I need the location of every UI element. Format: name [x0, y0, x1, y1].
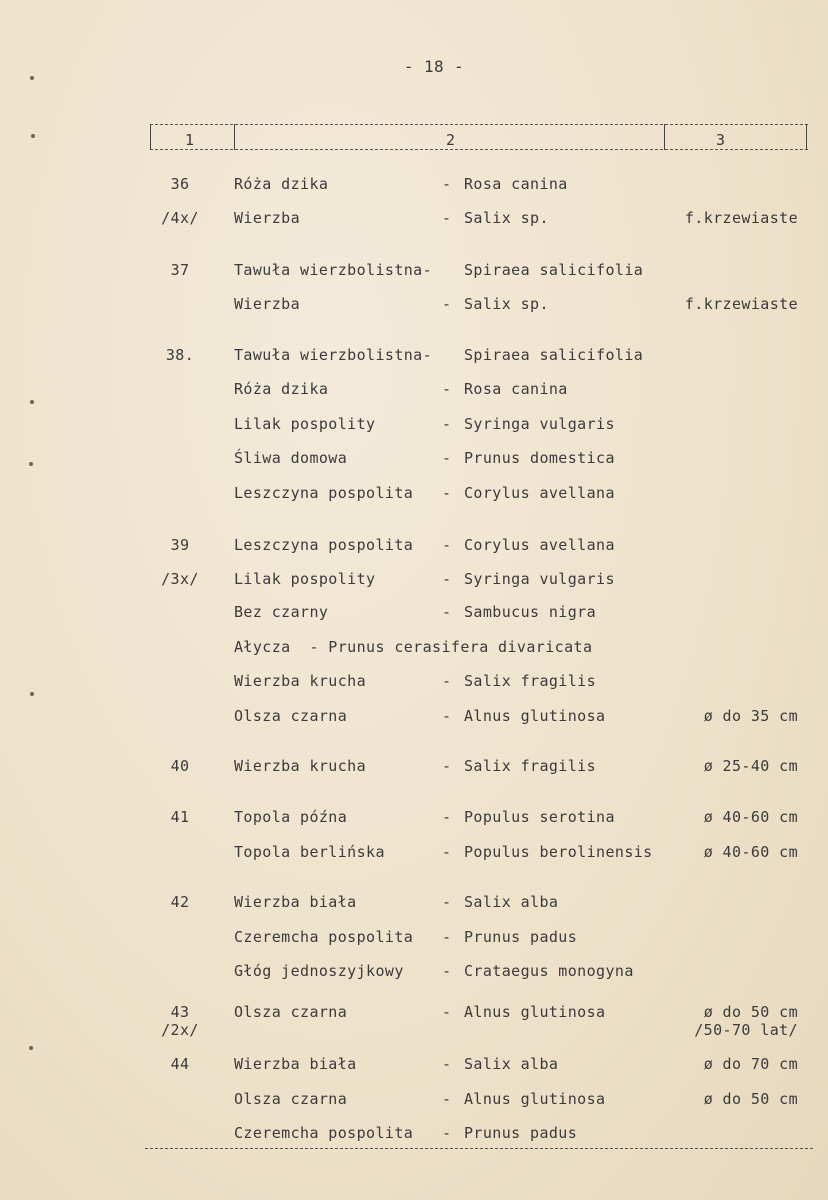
table-row	[0, 484, 828, 506]
header-divider	[234, 124, 235, 150]
polish-name: Czeremcha pospolita	[234, 928, 414, 946]
latin-name: Syringa vulgaris	[464, 570, 615, 588]
latin-name: Prunus padus	[464, 1124, 578, 1142]
dash: -	[442, 893, 452, 911]
polish-name: Wierzba krucha	[234, 672, 367, 690]
latin-name: Alnus glutinosa	[464, 707, 606, 725]
header-col-3: 3	[716, 131, 726, 149]
polish-name: Czeremcha pospolita	[234, 1124, 414, 1142]
table-row	[0, 415, 828, 437]
note: ø do 35 cm	[703, 707, 798, 725]
dash: -	[442, 962, 452, 980]
table-bottom-rule	[145, 1148, 813, 1149]
latin-name: Populus berolinensis	[464, 843, 653, 861]
latin-name: Crataegus monogyna	[464, 962, 634, 980]
table-row	[0, 1124, 828, 1146]
row-number: 40	[170, 757, 190, 775]
dash: -	[442, 1124, 452, 1142]
polish-name: Olsza czarna	[234, 707, 348, 725]
polish-name: Leszczyna pospolita	[234, 484, 414, 502]
page-number: - 18 -	[403, 57, 465, 76]
dash: -	[442, 380, 452, 398]
table-row	[0, 672, 828, 694]
dash: -	[442, 536, 452, 554]
punch-hole-mark	[31, 134, 35, 138]
note: /50-70 lat/	[694, 1021, 798, 1039]
note: f.krzewiaste	[684, 209, 798, 227]
note: ø do 70 cm	[703, 1055, 798, 1073]
polish-name: Leszczyna pospolita	[234, 536, 414, 554]
polish-name: Głóg jednoszyjkowy	[234, 962, 404, 980]
latin-name: Syringa vulgaris	[464, 415, 615, 433]
polish-name: Róża dzika	[234, 175, 329, 193]
polish-name: Wierzba biała	[234, 1055, 357, 1073]
table-row	[0, 1055, 828, 1077]
table-row	[0, 707, 828, 729]
polish-name: Wierzba	[234, 295, 301, 313]
row-number: 41	[170, 808, 190, 826]
polish-name: Olsza czarna	[234, 1003, 348, 1021]
dash: -	[442, 757, 452, 775]
row-number: /4x/	[161, 209, 199, 227]
dash: -	[442, 707, 452, 725]
header-col-1: 1	[185, 131, 195, 149]
polish-name: Tawuła wierzbolistna-	[234, 261, 433, 279]
dash: -	[442, 295, 452, 313]
dash: -	[442, 570, 452, 588]
table-row	[0, 449, 828, 471]
latin-name: Salix fragilis	[464, 757, 597, 775]
latin-name: Spiraea salicifolia	[464, 346, 644, 364]
row-number: 42	[170, 893, 190, 911]
polish-name: Ałycza - Prunus cerasifera divaricata	[234, 638, 593, 656]
row-number: 38.	[165, 346, 195, 364]
table-row	[0, 261, 828, 283]
latin-name: Salix alba	[464, 893, 559, 911]
table-row	[0, 843, 828, 865]
latin-name: Salix alba	[464, 1055, 559, 1073]
note: f.krzewiaste	[684, 295, 798, 313]
dash: -	[442, 1090, 452, 1108]
dash: -	[442, 1055, 452, 1073]
table-row	[0, 346, 828, 368]
table-row	[0, 638, 828, 660]
polish-name: Olsza czarna	[234, 1090, 348, 1108]
latin-name: Salix sp.	[464, 295, 549, 313]
punch-hole-mark	[29, 1046, 33, 1050]
polish-name: Wierzba	[234, 209, 301, 227]
latin-name: Prunus padus	[464, 928, 578, 946]
table-row	[0, 757, 828, 779]
dash: -	[442, 209, 452, 227]
polish-name: Topola późna	[234, 808, 348, 826]
table-row	[0, 209, 828, 231]
note: ø 40-60 cm	[703, 843, 798, 861]
dash: -	[442, 808, 452, 826]
polish-name: Śliwa domowa	[234, 449, 348, 467]
table-row	[0, 603, 828, 625]
note: ø 40-60 cm	[703, 808, 798, 826]
row-number: 36	[170, 175, 190, 193]
row-number: /3x/	[161, 570, 199, 588]
latin-name: Spiraea salicifolia	[464, 261, 644, 279]
dash: -	[442, 1003, 452, 1021]
latin-name: Salix fragilis	[464, 672, 597, 690]
dash: -	[442, 603, 452, 621]
dash: -	[442, 672, 452, 690]
header-divider	[664, 124, 665, 150]
polish-name: Wierzba krucha	[234, 757, 367, 775]
polish-name: Topola berlińska	[234, 843, 385, 861]
note: ø do 50 cm	[703, 1003, 798, 1021]
table-row	[0, 570, 828, 592]
polish-name: Tawuła wierzbolistna-	[234, 346, 433, 364]
polish-name: Róża dzika	[234, 380, 329, 398]
polish-name: Bez czarny	[234, 603, 329, 621]
latin-name: Alnus glutinosa	[464, 1090, 606, 1108]
latin-name: Sambucus nigra	[464, 603, 597, 621]
table-row	[0, 536, 828, 558]
table-row	[0, 962, 828, 984]
table-row	[0, 295, 828, 317]
header-divider	[806, 124, 807, 150]
dash: -	[442, 484, 452, 502]
table-row	[0, 1021, 828, 1043]
latin-name: Prunus domestica	[464, 449, 615, 467]
latin-name: Rosa canina	[464, 380, 568, 398]
latin-name: Corylus avellana	[464, 536, 615, 554]
latin-name: Rosa canina	[464, 175, 568, 193]
table-row	[0, 893, 828, 915]
dash: -	[442, 415, 452, 433]
header-top-rule	[150, 124, 808, 125]
dash: -	[442, 449, 452, 467]
note: ø 25-40 cm	[703, 757, 798, 775]
dash: -	[442, 175, 452, 193]
header-divider	[150, 124, 151, 150]
latin-name: Corylus avellana	[464, 484, 615, 502]
latin-name: Populus serotina	[464, 808, 615, 826]
dash: -	[442, 843, 452, 861]
punch-hole-mark	[30, 76, 34, 80]
header-bottom-rule	[150, 149, 808, 150]
latin-name: Salix sp.	[464, 209, 549, 227]
table-row	[0, 928, 828, 950]
polish-name: Wierzba biała	[234, 893, 357, 911]
row-number: 43	[170, 1003, 190, 1021]
row-number: /2x/	[161, 1021, 199, 1039]
row-number: 39	[170, 536, 190, 554]
latin-name: Alnus glutinosa	[464, 1003, 606, 1021]
header-col-2: 2	[446, 131, 456, 149]
dash: -	[442, 928, 452, 946]
polish-name: Lilak pospolity	[234, 415, 376, 433]
table-row	[0, 808, 828, 830]
row-number: 37	[170, 261, 190, 279]
polish-name: Lilak pospolity	[234, 570, 376, 588]
row-number: 44	[170, 1055, 190, 1073]
table-row	[0, 380, 828, 402]
note: ø do 50 cm	[703, 1090, 798, 1108]
table-row	[0, 175, 828, 197]
table-row	[0, 1090, 828, 1112]
